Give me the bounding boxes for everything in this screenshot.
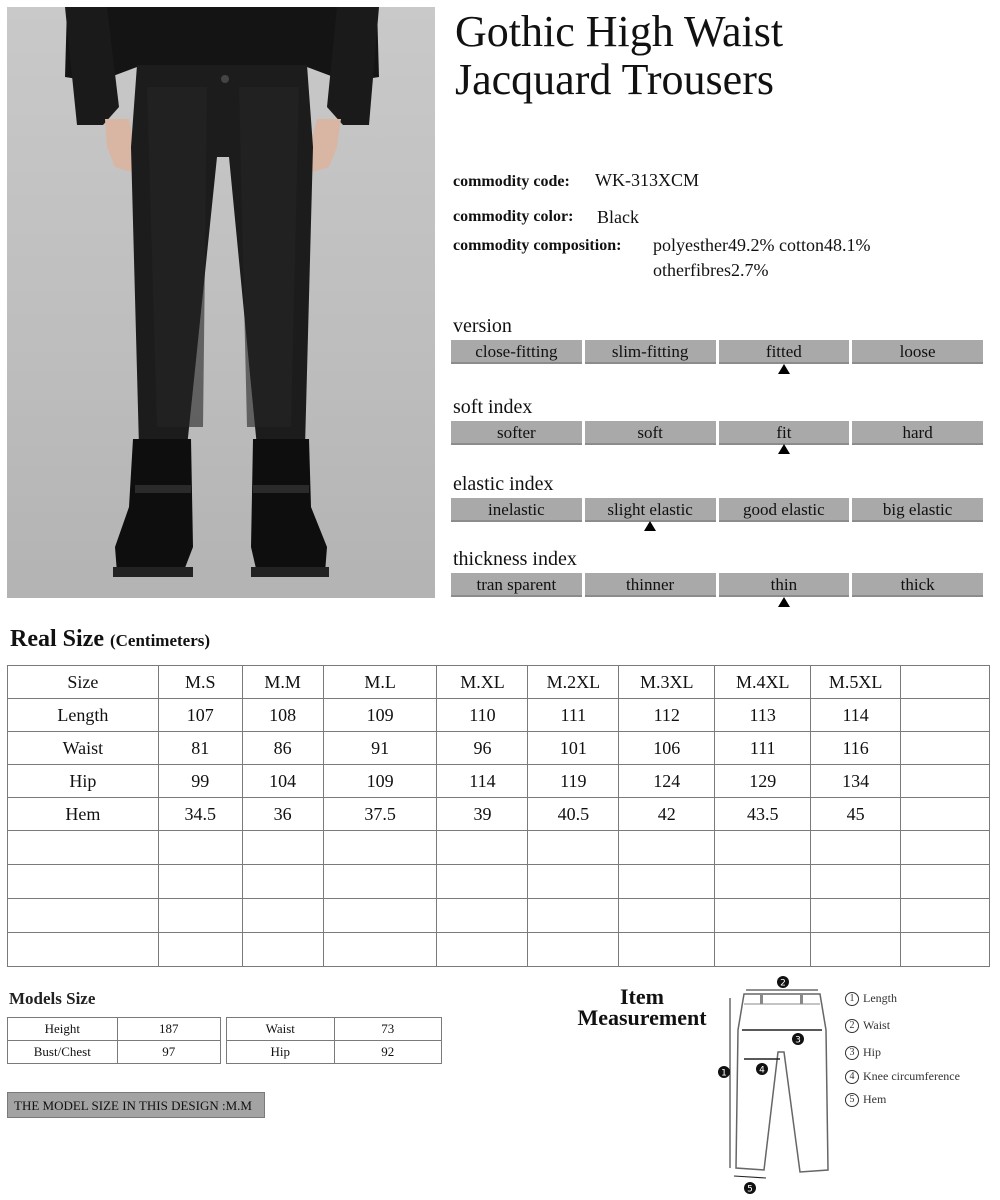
table-cell bbox=[437, 933, 528, 967]
table-cell: 116 bbox=[811, 732, 901, 765]
table-cell: M.S bbox=[158, 666, 242, 699]
table-row bbox=[8, 765, 990, 798]
table-cell: 110 bbox=[437, 699, 528, 732]
table-cell bbox=[901, 732, 990, 765]
table-cell: 114 bbox=[811, 699, 901, 732]
model-size-note: THE MODEL SIZE IN THIS DESIGN :M.M bbox=[7, 1092, 265, 1118]
table-cell: 96 bbox=[437, 732, 528, 765]
table-row bbox=[8, 798, 990, 831]
legend-item-waist bbox=[845, 1018, 890, 1033]
model-height-label: Height bbox=[8, 1018, 118, 1041]
table-cell bbox=[619, 899, 715, 933]
legend-item-hem bbox=[845, 1092, 886, 1107]
table-cell: 37.5 bbox=[323, 798, 437, 831]
version-option: loose bbox=[852, 340, 983, 364]
table-cell: 91 bbox=[323, 732, 437, 765]
soft-index-bar bbox=[451, 421, 983, 445]
commodity-composition-row bbox=[453, 235, 871, 280]
soft-index-option: fit bbox=[719, 421, 850, 445]
legend-label: Hem bbox=[863, 1092, 887, 1106]
table-cell bbox=[715, 865, 811, 899]
product-title-line-2: Jacquard Trousers bbox=[455, 55, 774, 104]
table-cell bbox=[811, 933, 901, 967]
version-title: version bbox=[453, 315, 512, 337]
table-cell: Hem bbox=[8, 798, 159, 831]
product-title-line-1: Gothic High Waist bbox=[455, 7, 784, 56]
table-cell bbox=[323, 865, 437, 899]
table-cell: M.4XL bbox=[715, 666, 811, 699]
svg-text:5: 5 bbox=[747, 1184, 753, 1195]
commodity-code-value: WK-313XCM bbox=[595, 170, 699, 190]
trousers-outline-icon bbox=[736, 994, 828, 1172]
table-row-empty bbox=[8, 831, 990, 865]
legend-number: 2 bbox=[845, 1019, 859, 1033]
table-cell: 111 bbox=[528, 699, 619, 732]
table-cell bbox=[528, 865, 619, 899]
table-cell bbox=[437, 865, 528, 899]
version-option: fitted bbox=[719, 340, 850, 364]
item-measurement-title bbox=[563, 986, 721, 1028]
table-cell: 119 bbox=[528, 765, 619, 798]
table-cell: 39 bbox=[437, 798, 528, 831]
table-cell: Size bbox=[8, 666, 159, 699]
table-cell: 108 bbox=[242, 699, 323, 732]
table-cell bbox=[811, 831, 901, 865]
svg-text:1: 1 bbox=[721, 1068, 727, 1079]
elastic-index-option: good elastic bbox=[719, 498, 850, 522]
table-cell bbox=[811, 899, 901, 933]
table-cell: 40.5 bbox=[528, 798, 619, 831]
commodity-code-row bbox=[453, 170, 699, 191]
elastic-index-option: slight elastic bbox=[585, 498, 716, 522]
thickness-index-option: thinner bbox=[585, 573, 716, 597]
model-waist-value: 73 bbox=[334, 1018, 441, 1041]
elastic-index-bar bbox=[451, 498, 983, 522]
table-cell bbox=[8, 831, 159, 865]
table-cell: 109 bbox=[323, 765, 437, 798]
table-cell bbox=[528, 831, 619, 865]
elastic-index-option: big elastic bbox=[852, 498, 983, 522]
legend-item-hip bbox=[845, 1045, 881, 1060]
table-cell: 106 bbox=[619, 732, 715, 765]
item-measurement-title-line-1: Item bbox=[620, 984, 664, 1009]
thickness-index-title: thickness index bbox=[453, 548, 577, 570]
elastic-index-title: elastic index bbox=[453, 473, 554, 495]
table-cell bbox=[901, 699, 990, 732]
legend-number: 4 bbox=[845, 1070, 859, 1084]
table-cell: M.XL bbox=[437, 666, 528, 699]
commodity-color-value: Black bbox=[597, 207, 639, 227]
legend-label: Knee circumference bbox=[863, 1069, 960, 1083]
commodity-composition-line-2: otherfibres2.7% bbox=[653, 260, 769, 280]
table-cell: Waist bbox=[8, 732, 159, 765]
model-hip-label: Hip bbox=[227, 1041, 335, 1064]
table-cell: 113 bbox=[715, 699, 811, 732]
table-row bbox=[227, 1018, 442, 1041]
models-size-table-left bbox=[7, 1017, 221, 1064]
thickness-index-indicator-icon bbox=[778, 597, 790, 607]
table-cell: 86 bbox=[242, 732, 323, 765]
soft-index-option: hard bbox=[852, 421, 983, 445]
trousers-measurement-diagram bbox=[708, 970, 838, 1198]
table-cell bbox=[242, 865, 323, 899]
table-header-row bbox=[8, 666, 990, 699]
table-cell bbox=[901, 899, 990, 933]
product-title bbox=[455, 8, 985, 104]
table-cell bbox=[8, 933, 159, 967]
table-cell bbox=[158, 865, 242, 899]
commodity-composition-line-1: polyesther49.2% cotton48.1% bbox=[653, 235, 871, 255]
legend-label: Length bbox=[863, 991, 897, 1005]
soft-index-option: soft bbox=[585, 421, 716, 445]
real-size-title bbox=[10, 626, 210, 653]
version-option: slim-fitting bbox=[585, 340, 716, 364]
table-cell bbox=[158, 933, 242, 967]
table-cell bbox=[528, 899, 619, 933]
table-cell: 36 bbox=[242, 798, 323, 831]
model-height-value: 187 bbox=[117, 1018, 220, 1041]
table-cell bbox=[158, 831, 242, 865]
table-cell: M.2XL bbox=[528, 666, 619, 699]
legend-number: 5 bbox=[845, 1093, 859, 1107]
table-cell bbox=[437, 899, 528, 933]
table-cell bbox=[528, 933, 619, 967]
thickness-index-option: tran sparent bbox=[451, 573, 582, 597]
models-size-title: Models Size bbox=[9, 989, 96, 1008]
table-row bbox=[8, 1018, 221, 1041]
version-bar bbox=[451, 340, 983, 364]
svg-text:4: 4 bbox=[759, 1065, 765, 1076]
table-cell bbox=[619, 865, 715, 899]
commodity-code-label: commodity code: bbox=[453, 173, 570, 190]
table-cell: 111 bbox=[715, 732, 811, 765]
real-size-heading: Real Size bbox=[10, 626, 104, 652]
item-measurement-title-line-2: Measurement bbox=[577, 1005, 707, 1030]
legend-item-length bbox=[845, 991, 897, 1006]
table-cell: 101 bbox=[528, 732, 619, 765]
table-row-empty bbox=[8, 899, 990, 933]
table-cell: M.5XL bbox=[811, 666, 901, 699]
table-cell: 81 bbox=[158, 732, 242, 765]
table-cell bbox=[901, 798, 990, 831]
table-cell: 107 bbox=[158, 699, 242, 732]
table-row bbox=[227, 1041, 442, 1064]
table-cell: 124 bbox=[619, 765, 715, 798]
table-cell bbox=[811, 865, 901, 899]
model-hip-value: 92 bbox=[334, 1041, 441, 1064]
soft-index-title: soft index bbox=[453, 396, 533, 418]
model-waist-label: Waist bbox=[227, 1018, 335, 1041]
table-cell: M.3XL bbox=[619, 666, 715, 699]
table-cell: 129 bbox=[715, 765, 811, 798]
table-cell bbox=[715, 899, 811, 933]
commodity-composition-label: commodity composition: bbox=[453, 237, 622, 254]
real-size-unit: (Centimeters) bbox=[109, 631, 211, 650]
table-cell bbox=[437, 831, 528, 865]
table-cell bbox=[8, 865, 159, 899]
table-cell: M.L bbox=[323, 666, 437, 699]
table-cell bbox=[901, 765, 990, 798]
table-cell: 99 bbox=[158, 765, 242, 798]
table-cell bbox=[158, 899, 242, 933]
table-cell bbox=[619, 933, 715, 967]
soft-index-indicator-icon bbox=[778, 444, 790, 454]
table-cell: 42 bbox=[619, 798, 715, 831]
commodity-color-row bbox=[453, 206, 639, 227]
real-size-table bbox=[7, 665, 990, 967]
commodity-color-label: commodity color: bbox=[453, 208, 574, 225]
table-cell bbox=[323, 831, 437, 865]
legend-label: Waist bbox=[863, 1018, 891, 1032]
trousers-model-image bbox=[7, 7, 435, 598]
thickness-index-option: thick bbox=[852, 573, 983, 597]
legend-label: Hip bbox=[863, 1045, 881, 1059]
table-cell: Length bbox=[8, 699, 159, 732]
table-row bbox=[8, 1041, 221, 1064]
legend-item-knee bbox=[845, 1069, 960, 1084]
table-row-empty bbox=[8, 865, 990, 899]
table-cell bbox=[619, 831, 715, 865]
legend-number: 3 bbox=[845, 1046, 859, 1060]
version-option: close-fitting bbox=[451, 340, 582, 364]
table-row bbox=[8, 732, 990, 765]
table-cell bbox=[323, 933, 437, 967]
table-cell: M.M bbox=[242, 666, 323, 699]
table-cell: 114 bbox=[437, 765, 528, 798]
table-cell: 104 bbox=[242, 765, 323, 798]
table-cell: 43.5 bbox=[715, 798, 811, 831]
table-cell bbox=[901, 933, 990, 967]
table-cell: 109 bbox=[323, 699, 437, 732]
table-cell: 134 bbox=[811, 765, 901, 798]
table-cell bbox=[242, 899, 323, 933]
table-cell bbox=[715, 933, 811, 967]
legend-number: 1 bbox=[845, 992, 859, 1006]
product-photo bbox=[7, 7, 435, 598]
table-row bbox=[8, 699, 990, 732]
thickness-index-option: thin bbox=[719, 573, 850, 597]
svg-text:3: 3 bbox=[795, 1035, 801, 1046]
table-cell: Hip bbox=[8, 765, 159, 798]
table-cell bbox=[901, 831, 990, 865]
elastic-index-indicator-icon bbox=[644, 521, 656, 531]
table-cell bbox=[715, 831, 811, 865]
table-row-empty bbox=[8, 933, 990, 967]
table-cell bbox=[8, 899, 159, 933]
model-bust-label: Bust/Chest bbox=[8, 1041, 118, 1064]
table-cell bbox=[242, 831, 323, 865]
model-bust-value: 97 bbox=[117, 1041, 220, 1064]
version-indicator-icon bbox=[778, 364, 790, 374]
elastic-index-option: inelastic bbox=[451, 498, 582, 522]
table-cell: 34.5 bbox=[158, 798, 242, 831]
table-cell bbox=[242, 933, 323, 967]
table-cell bbox=[323, 899, 437, 933]
table-cell: 112 bbox=[619, 699, 715, 732]
svg-text:2: 2 bbox=[780, 978, 786, 989]
table-cell bbox=[901, 865, 990, 899]
models-size-table-right bbox=[226, 1017, 442, 1064]
table-cell: 45 bbox=[811, 798, 901, 831]
soft-index-option: softer bbox=[451, 421, 582, 445]
thickness-index-bar bbox=[451, 573, 983, 597]
table-cell bbox=[901, 666, 990, 699]
